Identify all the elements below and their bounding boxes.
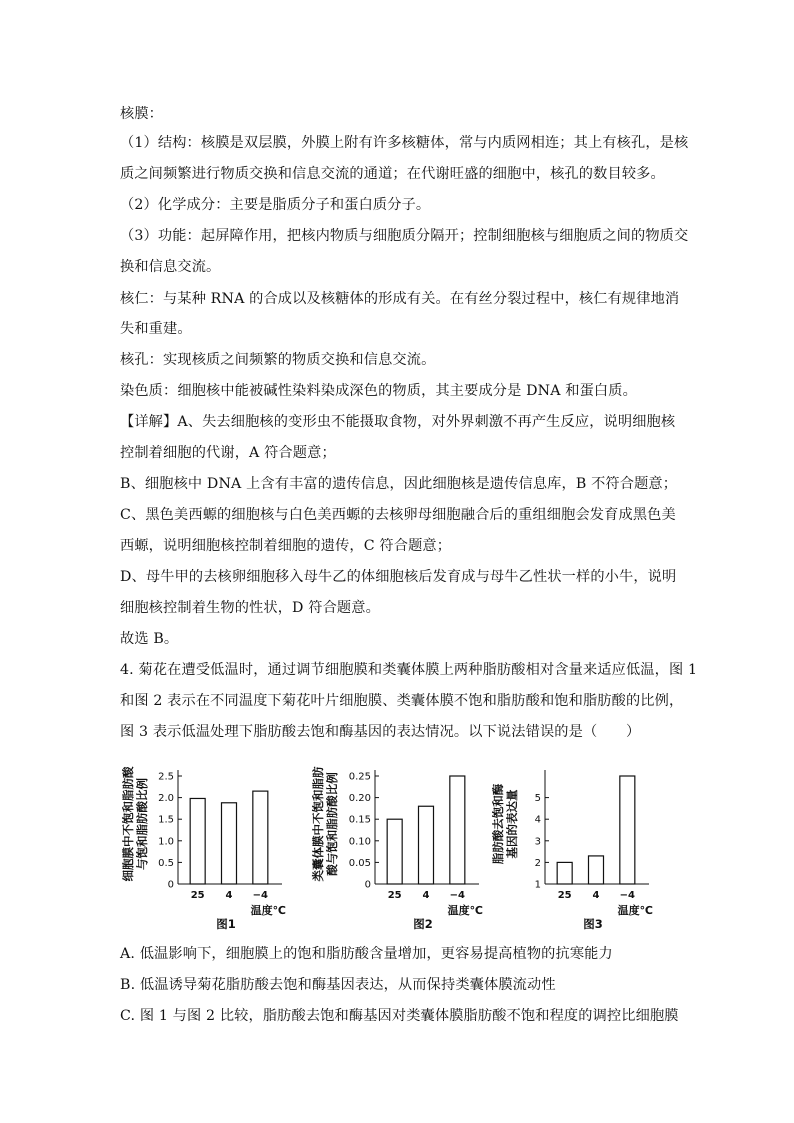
y-tick-label: 1 <box>534 879 541 891</box>
x-tick-label: 4 <box>592 890 600 901</box>
figure-charts <box>120 758 680 934</box>
y-tick-label: 0.10 <box>348 836 371 848</box>
bar <box>253 791 268 884</box>
text-line: 【详解】A、失去细胞核的变形虫不能摄取食物，对外界刺激不再产生反应，说明细胞核 <box>120 414 676 430</box>
x-tick-label: 25 <box>190 890 205 901</box>
text-line: D、母牛甲的去核卵细胞移入母牛乙的体细胞核后发育成与母牛乙性状一样的小牛，说明 <box>120 569 677 585</box>
option-A: A. 低温影响下，细胞膜上的饱和脂肪酸含量增加，更容易提高植物的抗寒能力 <box>120 946 613 962</box>
figure-caption: 图3 <box>583 917 603 931</box>
y-axis-label: 基因的表达量 <box>505 789 519 859</box>
text-line: 细胞核控制着生物的性状，D 符合题意。 <box>120 600 380 616</box>
bar <box>222 803 237 884</box>
figure-caption: 图2 <box>413 917 433 931</box>
text-line: 失和重建。 <box>120 321 192 337</box>
y-axis-label: 脂肪酸去饱和酶 <box>491 783 505 865</box>
text-line: 故选 B。 <box>120 631 179 647</box>
y-axis-label: 与饱和脂肪酸比例 <box>135 778 149 870</box>
y-tick-label: 2.0 <box>158 793 174 805</box>
y-tick-label: 0.20 <box>348 793 371 805</box>
x-tick-label: 25 <box>557 890 572 901</box>
y-tick-label: 0 <box>167 879 174 891</box>
y-tick-label: 0.15 <box>348 814 371 826</box>
y-axis-label: 类囊体膜中不饱和脂肪 <box>311 766 325 882</box>
y-axis-label: 细胞膜中不饱和脂肪酸 <box>121 766 135 882</box>
y-tick-label: 0.05 <box>348 857 371 869</box>
y-tick-label: 0.25 <box>348 771 371 783</box>
text-line: 核仁：与某种 RNA 的合成以及核糖体的形成有关。在有丝分裂过程中，核仁有规律地消 <box>120 291 680 307</box>
text-line: （3）功能：起屏障作用，把核内物质与细胞质分隔开；控制细胞核与细胞质之间的物质交 <box>120 228 689 244</box>
x-tick-label: 4 <box>225 890 233 901</box>
text-line: 西螈，说明细胞核控制着细胞的遗传，C 符合题意； <box>120 538 452 554</box>
option-B: B. 低温诱导菊花脂肪酸去饱和酶基因表达，从而保持类囊体膜流动性 <box>120 977 556 993</box>
y-tick-label: 1.5 <box>158 814 174 826</box>
chart-fig3 <box>491 770 653 931</box>
text-line: （2）化学成分：主要是脂质分子和蛋白质分子。 <box>120 197 431 213</box>
text-line: 核孔：实现核质之间频繁的物质交换和信息交流。 <box>120 352 436 368</box>
x-tick-label: −4 <box>252 890 269 901</box>
text-line: （1）结构：核膜是双层膜，外膜上附有许多核糖体，常与内质网相连；其上有核孔，是核 <box>120 135 689 151</box>
bar <box>190 798 205 884</box>
x-tick-label: −4 <box>449 890 466 901</box>
text-line: 染色质：细胞核中能被碱性染料染成深色的物质，其主要成分是 DNA 和蛋白质。 <box>120 383 637 399</box>
x-tick-label: 25 <box>387 890 402 901</box>
text-line: B、细胞核中 DNA 上含有丰富的遗传信息，因此细胞核是遗传信息库，B 不符合题意； <box>120 476 678 492</box>
text-line: 质之间频繁进行物质交换和信息交流的通道；在代谢旺盛的细胞中，核孔的数目较多。 <box>120 166 665 182</box>
text-line: 和图 2 表示在不同温度下菊花叶片细胞膜、类囊体膜不饱和脂肪酸和饱和脂肪酸的比例， <box>120 693 684 709</box>
y-tick-label: 4 <box>534 814 541 826</box>
x-tick-label: 4 <box>422 890 430 901</box>
x-axis-label: 温度℃ <box>617 904 653 917</box>
text-line: 控制着细胞的代谢，A 符合题意； <box>120 445 336 461</box>
x-axis-label: 温度℃ <box>447 904 483 917</box>
y-tick-label: 2.5 <box>158 771 174 783</box>
bar <box>620 776 635 884</box>
text-line: 图 3 表示低温处理下脂肪酸去饱和酶基因的表达情况。以下说法错误的是（ ） <box>120 724 641 740</box>
text-line: C、黑色美西螈的细胞核与白色美西螈的去核卵母细胞融合后的重组细胞会发育成黑色美 <box>120 507 676 523</box>
bar <box>387 819 402 884</box>
x-tick-label: −4 <box>619 890 636 901</box>
y-tick-label: 3 <box>534 836 541 848</box>
bar <box>419 806 434 884</box>
option-C: C. 图 1 与图 2 比较，脂肪酸去饱和酶基因对类囊体膜脂肪酸不饱和程度的调控比细胞膜 <box>120 1008 679 1024</box>
chart-fig2 <box>311 766 483 931</box>
y-tick-label: 0.5 <box>158 857 174 869</box>
y-tick-label: 5 <box>534 793 541 805</box>
y-tick-label: 2 <box>534 857 541 869</box>
bar <box>557 862 572 884</box>
text-line: 核膜： <box>120 106 164 122</box>
y-tick-label: 0 <box>364 879 371 891</box>
chart-fig1 <box>121 766 286 931</box>
text-line: 4. 菊花在遭受低温时，通过调节细胞膜和类囊体膜上两种脂肪酸相对含量来适应低温，图 1 <box>120 662 698 678</box>
bar <box>450 776 465 884</box>
y-tick-label: 1.0 <box>158 836 174 848</box>
y-axis-label: 酸与饱和脂肪酸比例 <box>325 772 339 876</box>
text-line: 换和信息交流。 <box>120 259 221 275</box>
figure-caption: 图1 <box>216 917 236 931</box>
bar <box>589 856 604 884</box>
x-axis-label: 温度℃ <box>250 904 286 917</box>
